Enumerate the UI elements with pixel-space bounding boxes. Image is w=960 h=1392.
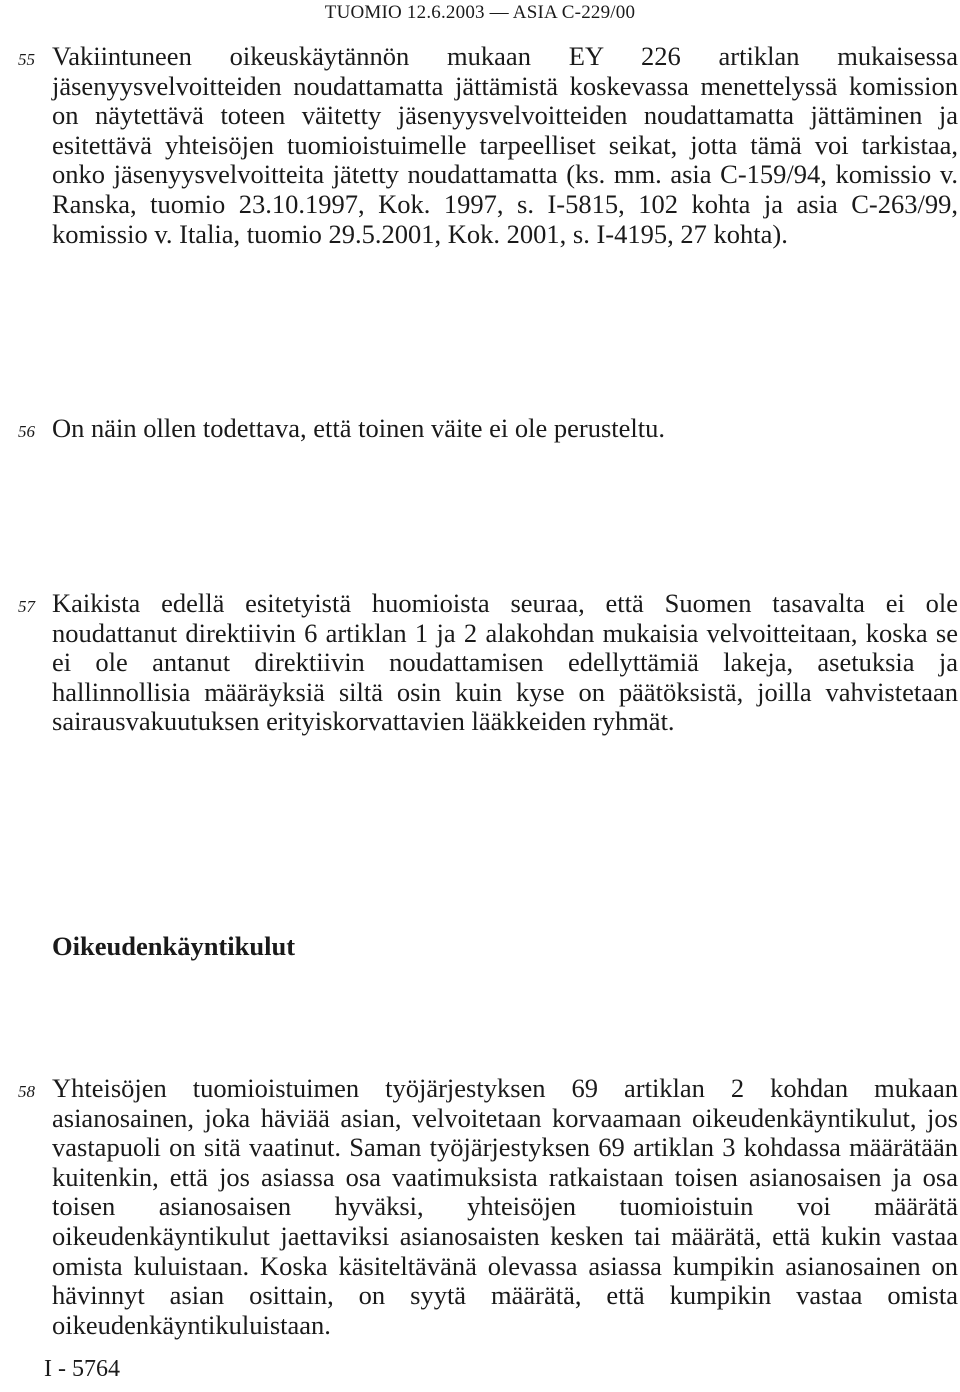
- page-number: I - 5764: [44, 1356, 120, 1382]
- paragraph-number: 56: [18, 422, 35, 441]
- paragraph-56: [18, 413, 958, 444]
- paragraph-number: 57: [18, 597, 35, 616]
- paragraph-58: [18, 1073, 958, 1340]
- running-header: TUOMIO 12.6.2003 — ASIA C-229/00: [324, 2, 636, 23]
- paragraph-text: Vakiintuneen oikeuskäytännön mukaan EY 226 artiklan mukaisessa jäsenyysvelvoitteiden noudattamatta jättämistä koskevassa menettelyssä komission on näytettävä toteen väitetty jäsenyysvelvoitteiden noudattamatta jättäminen ja esitettävä yhteisöjen tuomioistuimelle tarpeelliset seikat, jotta tämä voi tarkistaa, onko jäsenyysvelvoitteita jätetty noudattamatta (ks. mm. asia C-159/94, komissio v. Ranska, tuomio 23.10.1997, Kok. 1997, s. I-5815, 102 kohta ja asia C-263/99, komissio v. Italia, tuomio 29.5.2001, Kok. 2001, s. I-4195, 27 kohta).: [52, 41, 958, 249]
- section-heading: Oikeudenkäyntikulut: [52, 931, 296, 961]
- paragraph-number: 55: [18, 50, 35, 69]
- paragraph-57: [18, 588, 958, 737]
- paragraph-text: Yhteisöjen tuomioistuimen työjärjestyksen 69 artiklan 2 kohdan mukaan asianosainen, joka häviää asian, velvoitetaan korvaamaan oikeudenkäyntikulut, jos vastapuoli on sitä vaatinut. Saman työjärjestyksen 69 artiklan 3 kohdassa määrätään kuitenkin, että jos asiassa osa vaatimuksista ratkaistaan toisen asianosaisen ja osa toisen asianosaisen hyväksi, yhteisöjen tuomioistuin voi määrätä oikeudenkäyntikulut jaettaviksi asianosaisten kesken tai määrätä, että kukin vastaa omista kuluistaan. Koska käsiteltävänä olevassa asiassa kumpikin asianosainen on hävinnyt asian osittain, on syytä määrätä, että kumpikin vastaa omista oikeudenkäyntikuluistaan.: [52, 1073, 958, 1340]
- paragraph-text: On näin ollen todettava, että toinen väite ei ole perusteltu.: [52, 413, 665, 443]
- paragraph-number: 58: [18, 1082, 35, 1101]
- paragraph-55: [18, 41, 958, 249]
- paragraph-text: Kaikista edellä esitetyistä huomioista seuraa, että Suomen tasavalta ei ole noudattanut direktiivin 6 artiklan 1 ja 2 alakohdan mukaisia velvoitteitaan, koska se ei ole antanut direktiivin noudattamisen edellyttämiä lakeja, asetuksia ja hallinnollisia määräyksiä siltä osin kuin kyse on päätöksistä, joilla vahvistetaan sairausvakuutuksen erityiskorvattavien lääkkeiden ryhmät.: [52, 588, 958, 737]
